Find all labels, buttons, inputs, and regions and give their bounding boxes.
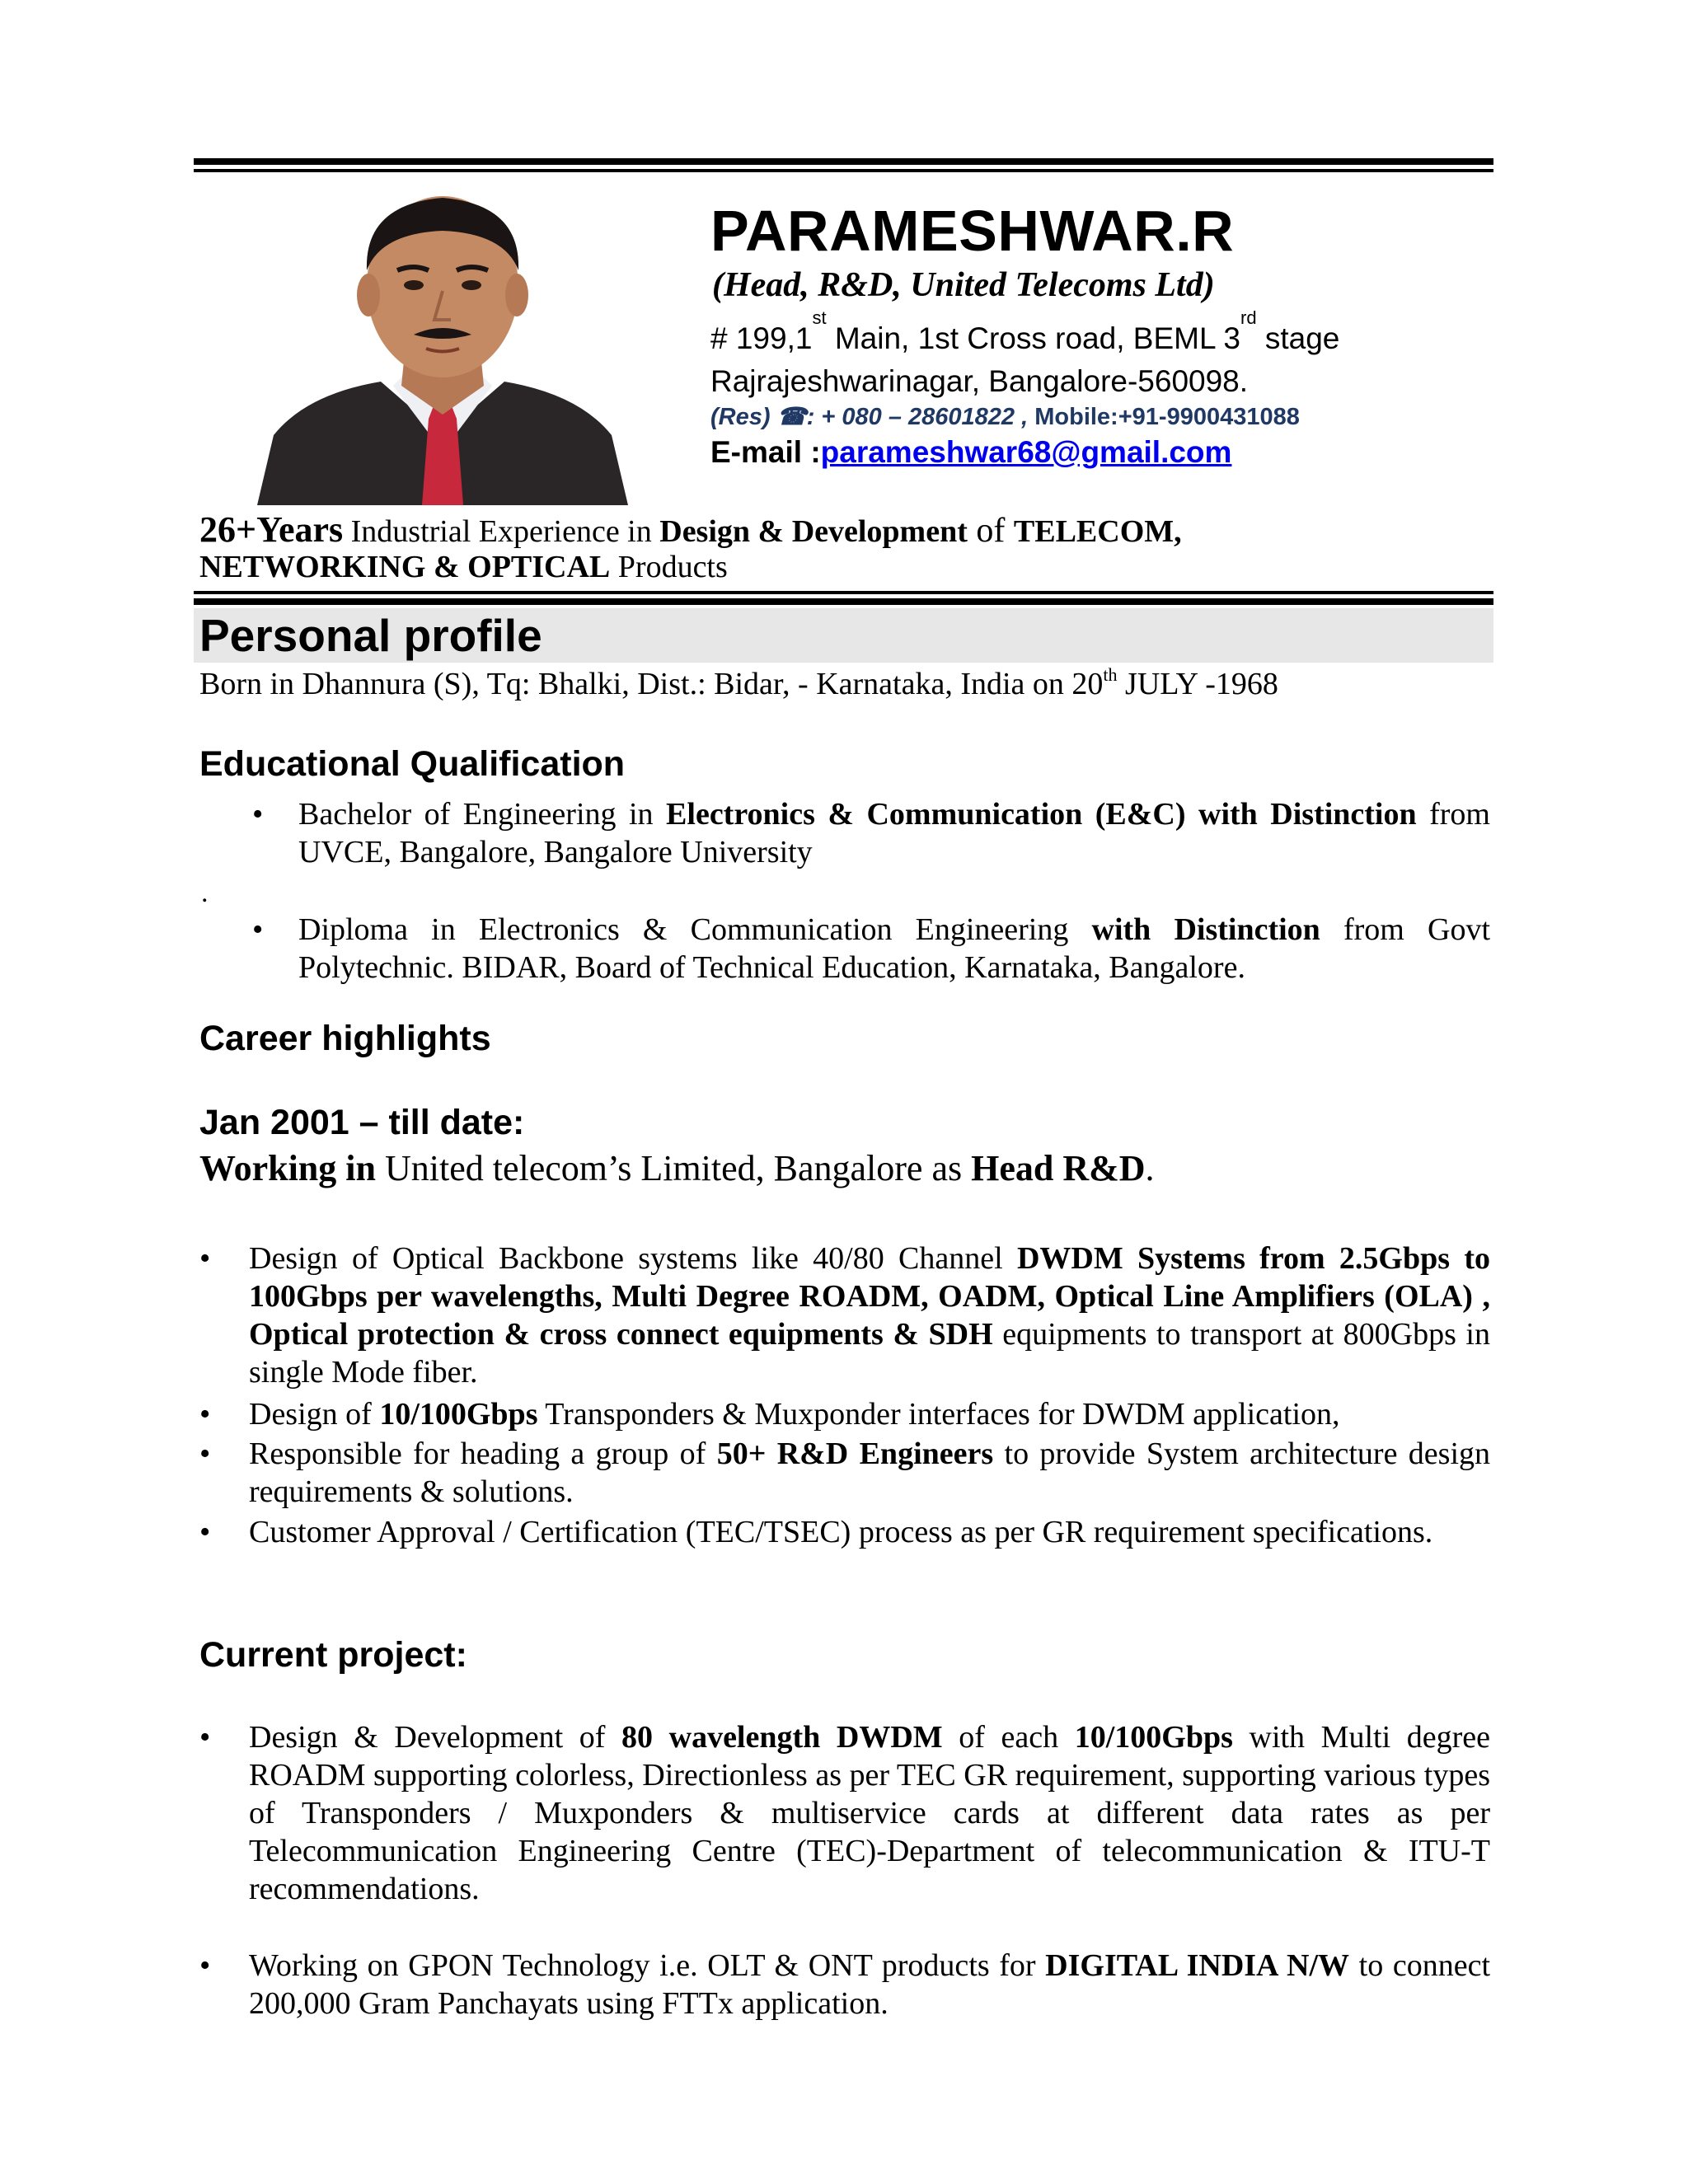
candidate-role: (Head, R&D, United Telecoms Ltd) xyxy=(712,266,1215,304)
text-bold: Working in xyxy=(199,1148,376,1188)
email-link[interactable]: parameshwar68@gmail.com xyxy=(820,435,1232,469)
text-bold: DIGITAL INDIA N/W xyxy=(1045,1948,1350,1983)
text: Design of Optical Backbone systems like 40/80 Channel xyxy=(249,1241,1017,1276)
stray-dot: . xyxy=(201,878,209,908)
address-part: Main, 1st Cross road, BEML 3 xyxy=(826,321,1241,355)
bullet: • xyxy=(199,1720,211,1755)
education-item-1 xyxy=(252,795,1490,871)
text: Working on GPON Technology i.e. OLT & ONT products for xyxy=(249,1948,1046,1983)
current-project-heading: Current project: xyxy=(199,1635,467,1675)
bullet: • xyxy=(199,1436,211,1471)
text-bold: Design & Development xyxy=(659,514,968,549)
address-line-2: Rajrajeshwarinagar, Bangalore-560098. xyxy=(710,364,1249,398)
text: to connect 200,000 Gram Panchayats using FTTx application. xyxy=(249,1948,1490,2021)
text-bold: NETWORKING & OPTICAL xyxy=(199,550,611,584)
text-bold: with Distinction xyxy=(1091,912,1320,947)
project-item-1 xyxy=(199,1718,1490,1908)
phone-residence: (Res) ☎: + 080 – 28601822 , xyxy=(710,404,1029,430)
bullet: • xyxy=(199,1241,211,1276)
career-item-3 xyxy=(199,1435,1490,1511)
candidate-name: PARAMESHWAR.R xyxy=(710,199,1235,263)
text: Transponders & Muxponder interfaces for DWDM application, xyxy=(537,1397,1340,1432)
text: Design & Development of xyxy=(249,1720,622,1755)
bullet: • xyxy=(252,797,264,832)
text: United telecom’s Limited, Bangalore as xyxy=(375,1148,972,1188)
text: to provide System architecture design requirements & solutions. xyxy=(249,1436,1490,1509)
email-line xyxy=(710,435,1231,470)
education-heading: Educational Qualification xyxy=(199,744,626,784)
text-bold: Electronics & Communication (E&C) with Distinction xyxy=(666,797,1417,832)
text-bold: 10/100Gbps xyxy=(379,1397,538,1432)
bullet: • xyxy=(199,1948,211,1983)
text: from UVCE, Bangalore, Bangalore University xyxy=(298,797,1490,869)
text: JULY -1968 xyxy=(1117,667,1278,701)
experience-years: 26+Years xyxy=(199,509,344,550)
phone-line xyxy=(710,402,1300,431)
text: Design of xyxy=(249,1397,380,1432)
education-item-2 xyxy=(252,911,1490,987)
experience-line-1 xyxy=(199,509,1182,551)
project-item-2 xyxy=(199,1947,1490,2022)
text-bold: DWDM Systems from 2.5Gbps to 100Gbps per wavelengths, Multi Degree ROADM, OADM, Optical Line Amplifiers (OLA) , Optical protection & cross connect equipments & SDH xyxy=(249,1241,1490,1352)
career-item-1 xyxy=(199,1240,1490,1391)
text: Diploma in Electronics & Communication Engineering xyxy=(298,912,1092,947)
current-position xyxy=(199,1147,1155,1189)
text-bold: 80 wavelength DWDM xyxy=(621,1720,943,1755)
ordinal-sup: th xyxy=(1103,664,1118,685)
personal-profile-heading: Personal profile xyxy=(199,610,542,661)
text: Customer Approval / Certification (TEC/TSEC) process as per GR requirement specifications. xyxy=(249,1515,1433,1549)
address-part: stage xyxy=(1256,321,1340,355)
experience-line-2 xyxy=(199,549,728,585)
text-bold: TELECOM, xyxy=(1013,514,1182,549)
career-period: Jan 2001 – till date: xyxy=(199,1103,525,1142)
text: of each xyxy=(942,1720,1075,1755)
top-rule-thick xyxy=(194,158,1493,165)
text-bold: Head R&D xyxy=(971,1148,1146,1188)
text: with Multi degree ROADM supporting colorless, Directionless as per TEC GR requirement, supporting various types of Transponders / Muxponders & multiservice cards at different data rates as per Telecommunication Engineering Centre (TEC)-Department of telecommunication & ITU-T recommendations. xyxy=(249,1720,1490,1906)
text: Born in Dhannura (S), Tq: Bhalki, Dist.: Bidar, - Karnataka, India on 20 xyxy=(199,667,1104,701)
career-item-4 xyxy=(199,1513,1490,1551)
text-bold: 50+ R&D Engineers xyxy=(716,1436,994,1471)
text: Products xyxy=(610,550,728,584)
ordinal-sup: rd xyxy=(1240,307,1257,328)
profile-photo xyxy=(257,188,628,505)
ordinal-sup: st xyxy=(812,307,827,328)
text: from Govt Polytechnic. BIDAR, Board of Technical Education, Karnataka, Bangalore. xyxy=(298,912,1490,985)
phone-mobile: Mobile:+91-9900431088 xyxy=(1028,404,1300,430)
address-line-1 xyxy=(710,307,1340,356)
bullet: • xyxy=(199,1397,211,1432)
birth-details xyxy=(199,666,1278,702)
text: Industrial Experience in xyxy=(343,514,660,549)
bullet: • xyxy=(252,912,264,947)
career-heading: Career highlights xyxy=(199,1019,491,1058)
bullet: • xyxy=(199,1515,211,1549)
text: Bachelor of Engineering in xyxy=(298,797,667,832)
section-rule-thin xyxy=(194,591,1493,594)
top-rule-thin xyxy=(194,169,1493,172)
email-label: E-mail : xyxy=(710,435,821,469)
text: of xyxy=(967,512,1014,550)
text: . xyxy=(1145,1148,1155,1188)
career-item-2 xyxy=(199,1395,1490,1433)
section-rule-thick xyxy=(194,598,1493,605)
address-part: # 199,1 xyxy=(710,321,813,355)
text: Responsible for heading a group of xyxy=(249,1436,717,1471)
text-bold: 10/100Gbps xyxy=(1074,1720,1233,1755)
text: equipments to transport at 800Gbps in single Mode fiber. xyxy=(249,1317,1490,1390)
